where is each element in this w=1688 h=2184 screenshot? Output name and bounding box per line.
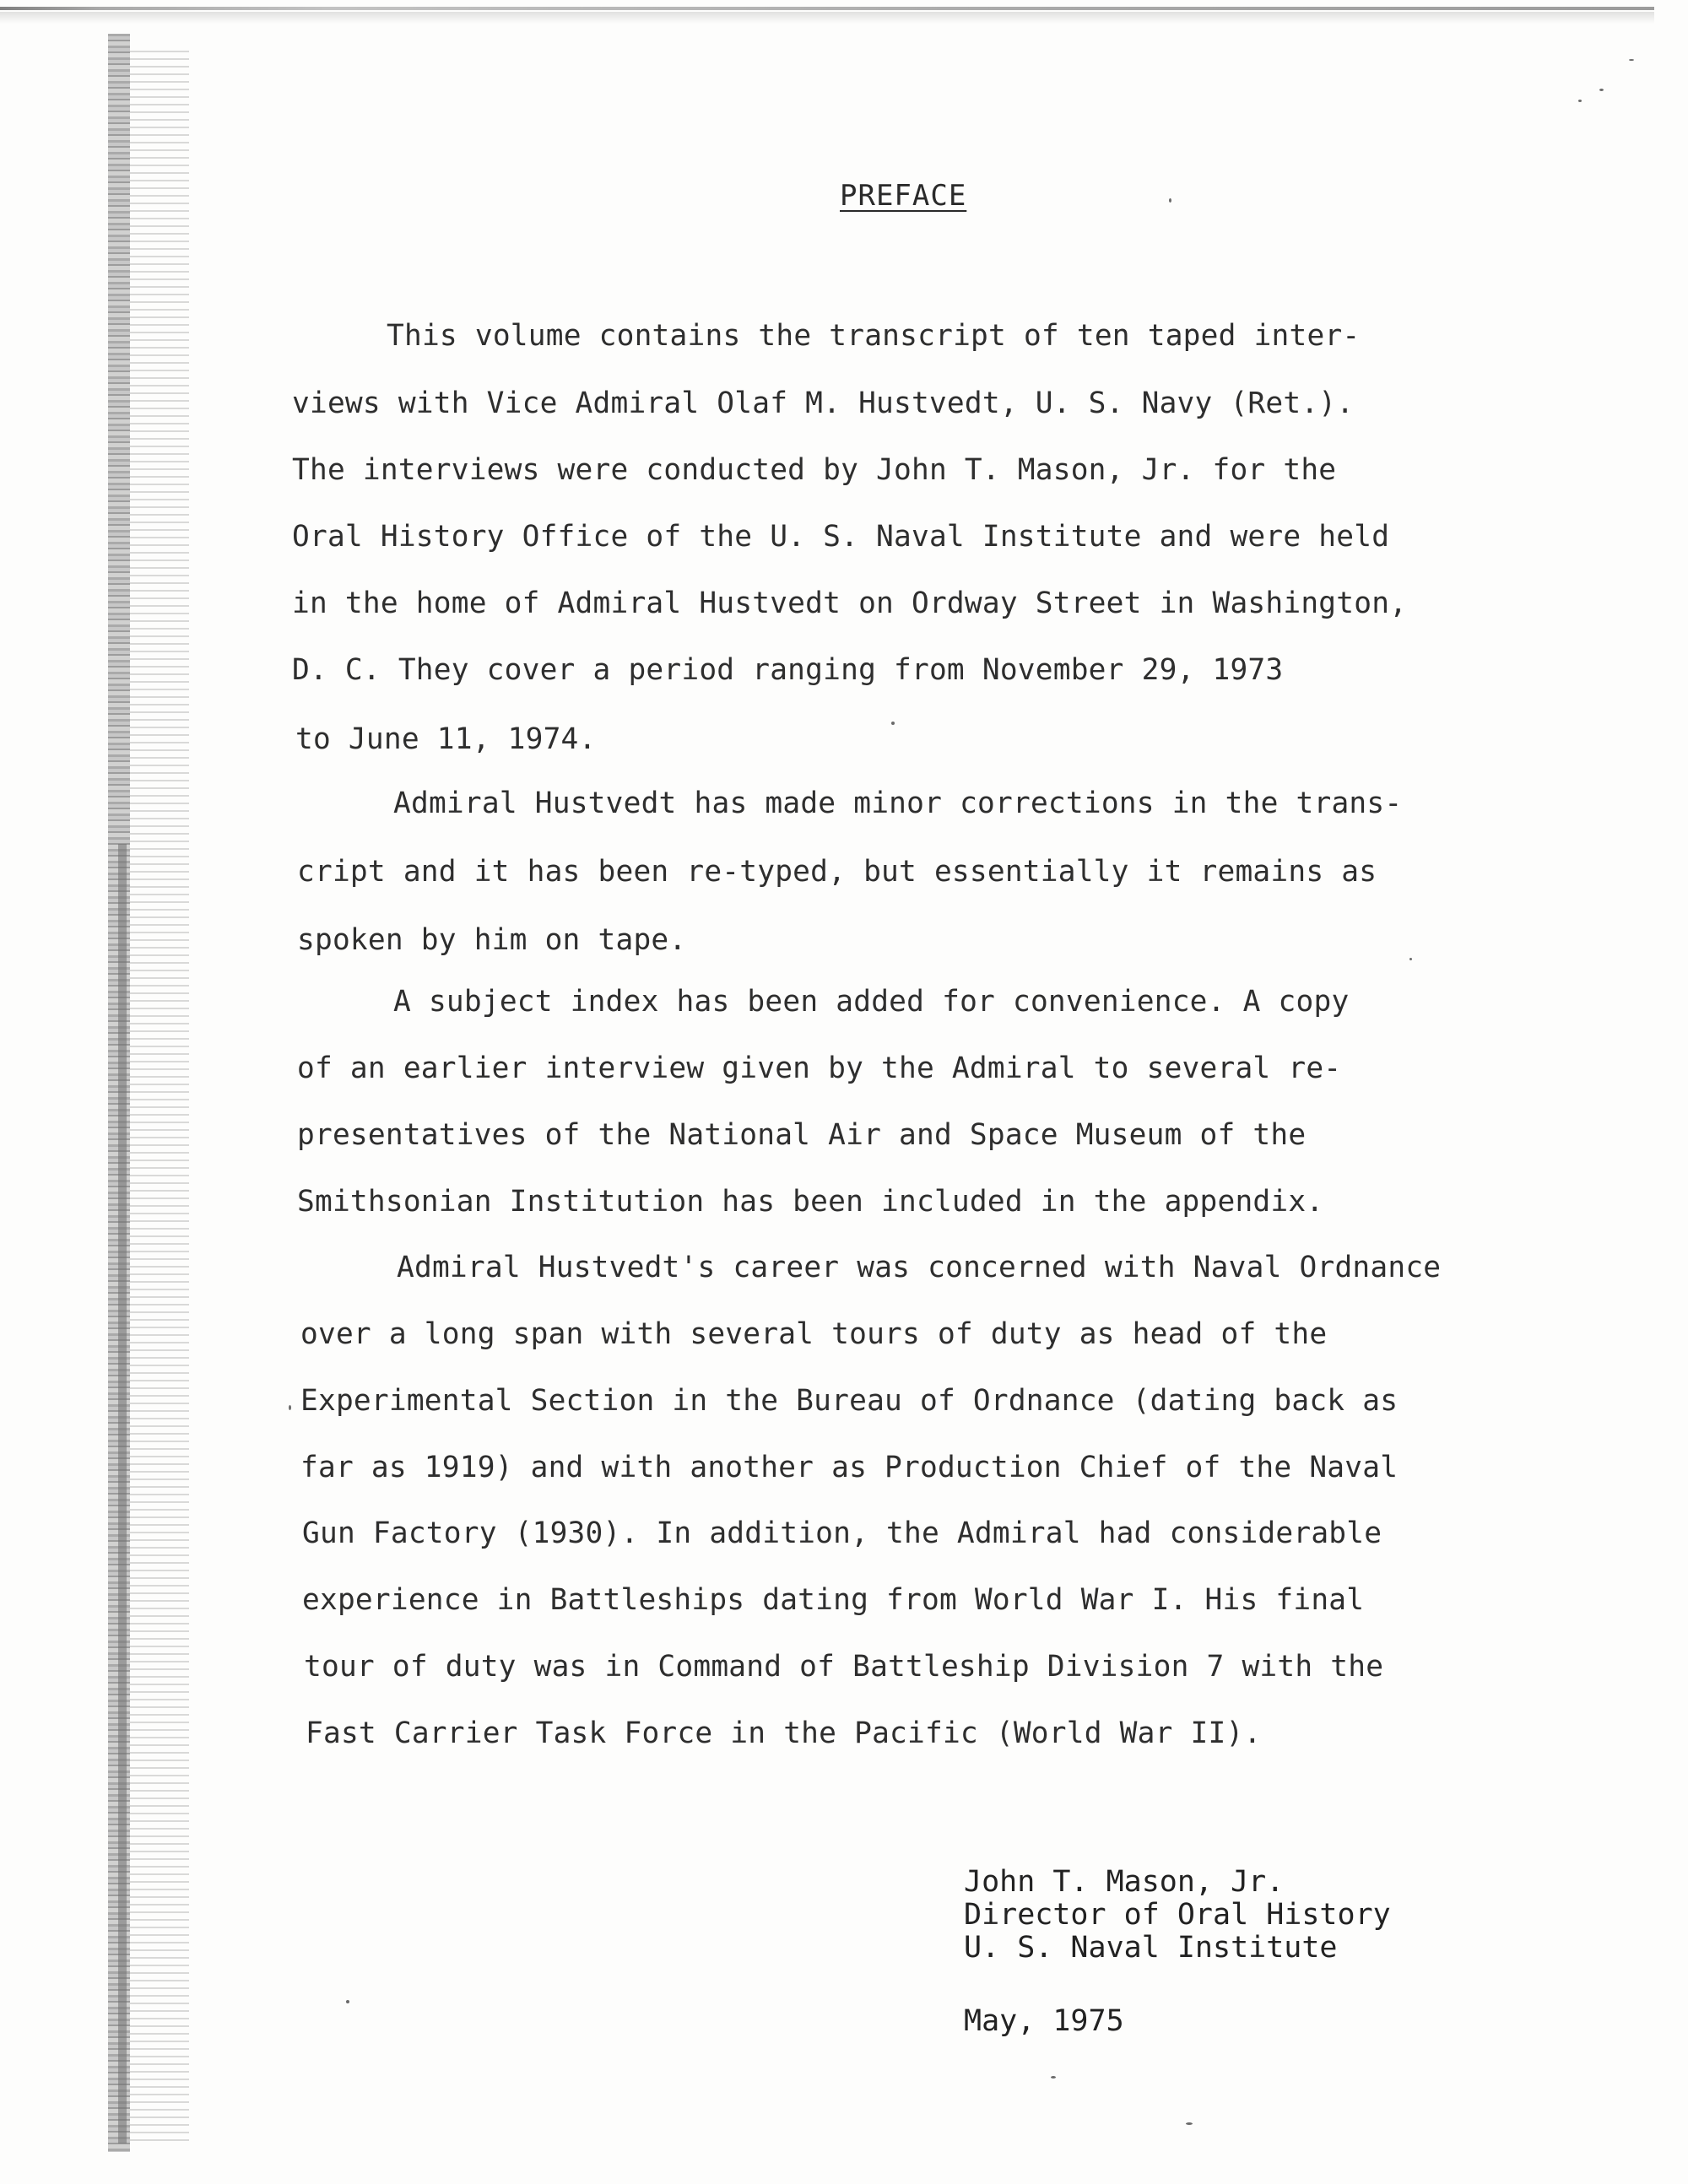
paragraph-1-line-1: This volume contains the transcript of ten taped inter- <box>387 319 1361 353</box>
paragraph-4-line-6: experience in Battleships dating from World War I. His final <box>302 1583 1365 1617</box>
paragraph-4-line-2: over a long span with several tours of duty as head of the <box>300 1317 1328 1351</box>
paragraph-1-line-4: Oral History Office of the U. S. Naval Institute and were held <box>292 520 1390 554</box>
signature-name: John T. Mason, Jr. <box>964 1865 1285 1899</box>
scan-speck <box>1578 100 1582 102</box>
binding-spine-shadow <box>130 51 189 2143</box>
scan-speck <box>346 2000 349 2003</box>
scan-speck <box>1169 198 1171 203</box>
binding-spine-dark <box>118 844 127 2143</box>
scan-speck <box>1051 2076 1056 2079</box>
page-title: PREFACE <box>840 179 967 213</box>
paragraph-4-line-4: far as 1919) and with another as Production Chief of the Naval <box>300 1451 1399 1484</box>
paragraph-1-line-3: The interviews were conducted by John T. Mason, Jr. for the <box>292 453 1337 487</box>
paragraph-1-line-2: views with Vice Admiral Olaf M. Hustvedt, U. S. Navy (Ret.). <box>292 387 1355 420</box>
scan-speck <box>891 722 895 725</box>
scan-speck <box>1409 958 1412 960</box>
paragraph-3-line-4: Smithsonian Institution has been included in the appendix. <box>297 1185 1324 1219</box>
scan-top-shadow <box>0 12 1654 24</box>
paragraph-1-line-7: to June 11, 1974. <box>295 722 597 756</box>
paragraph-4-line-1: Admiral Hustvedt's career was concerned with Naval Ordnance <box>397 1251 1442 1284</box>
signature-position: Director of Oral History <box>964 1898 1391 1932</box>
paragraph-1-line-5: in the home of Admiral Hustvedt on Ordway Street in Washington, <box>292 587 1408 620</box>
signature-organization: U. S. Naval Institute <box>964 1931 1338 1965</box>
scan-top-edge <box>0 7 1654 10</box>
paragraph-4-line-7: tour of duty was in Command of Battleship Division 7 with the <box>304 1650 1384 1684</box>
scan-speck <box>1599 89 1604 91</box>
scan-speck <box>289 1405 291 1410</box>
paragraph-4-line-5: Gun Factory (1930). In addition, the Admiral had considerable <box>302 1516 1382 1550</box>
paragraph-2-line-3: spoken by him on tape. <box>297 923 687 957</box>
paragraph-4-line-3: Experimental Section in the Bureau of Ordnance (dating back as <box>300 1384 1399 1418</box>
paragraph-3-line-1: A subject index has been added for convenience. A copy <box>393 985 1350 1019</box>
paragraph-2-line-2: cript and it has been re-typed, but essentially it remains as <box>297 855 1377 889</box>
paragraph-2-line-1: Admiral Hustvedt has made minor corrections in the trans- <box>393 787 1403 820</box>
paragraph-1-line-6: D. C. They cover a period ranging from November 29, 1973 <box>292 653 1284 687</box>
paragraph-3-line-3: presentatives of the National Air and Space Museum of the <box>297 1118 1307 1152</box>
scan-speck <box>1186 2122 1193 2125</box>
paragraph-3-line-2: of an earlier interview given by the Admiral to several re- <box>297 1051 1342 1085</box>
signature-date: May, 1975 <box>964 2004 1124 2038</box>
paragraph-4-line-8: Fast Carrier Task Force in the Pacific (World War II). <box>306 1716 1262 1750</box>
scan-speck <box>1629 59 1634 61</box>
